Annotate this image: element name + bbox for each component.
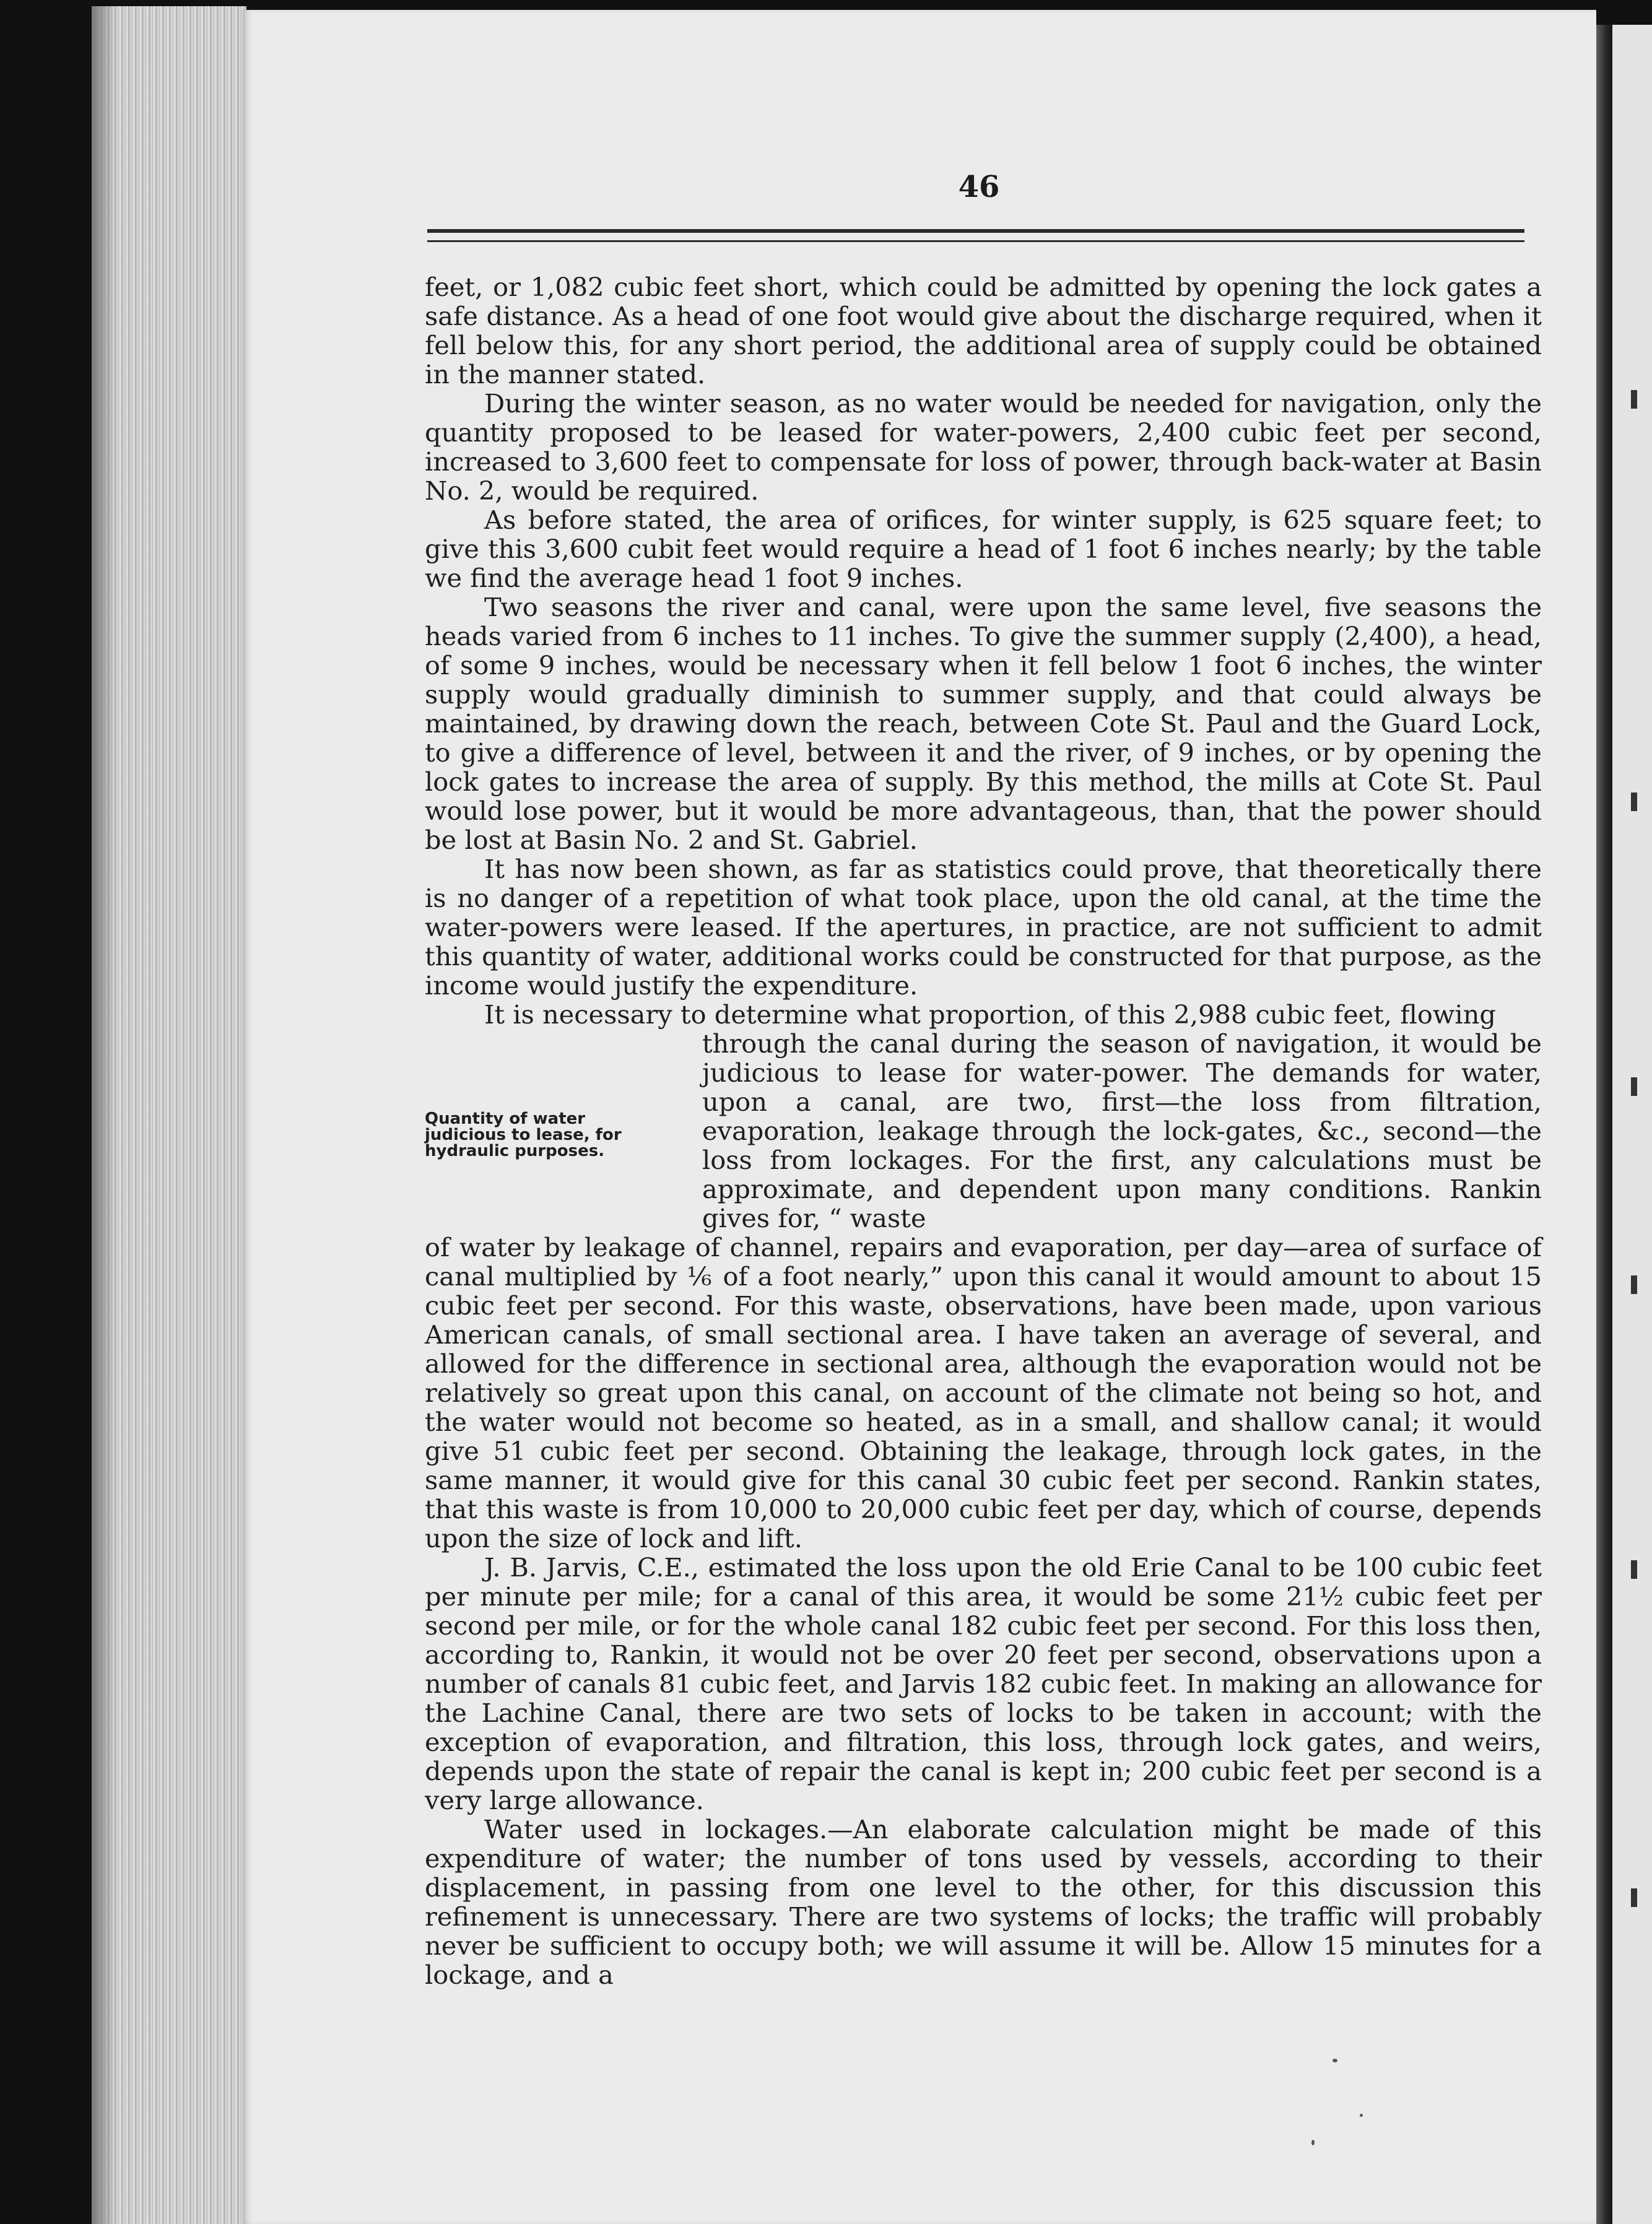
paragraph: Two seasons the river and canal, were upon the same level, five seasons the heads varied from 6 inches to 11 inches. To give the summer supply (2,400), a head, of some 9 inches, would be necessary when it fell below 1 foot 6 inches, the winter supply would gradually diminish to summer supply, and that could always be maintained, by drawing down the reach, between Cote St. Paul and the Guard Lock, to give a difference of level, between it and the river, of 9 inches, or by opening the lock gates to increase the area of supply. By this method, the mills at Cote St. Paul would lose power, but it would be more advantageous, than, that the power should be lost at Basin No. 2 and St. Gabriel. xyxy=(425,592,1542,855)
facing-page-ink-mark xyxy=(1631,1077,1637,1096)
paragraph: It is necessary to determine what proportion, of this 2,988 cubic feet, flowing xyxy=(484,999,1497,1030)
paper-speck xyxy=(1332,2059,1337,2062)
paper-speck xyxy=(1311,2140,1315,2145)
facing-page-ink-mark xyxy=(1631,1888,1637,1907)
paragraph: J. B. Jarvis, C.E., estimated the loss upon the old Erie Canal to be 100 cubic feet per minute per mile; for a canal of this area, it would be some 21½ cubic feet per second per mile, or for the whole canal 182 cubic feet per second. For this loss then, according to, Rankin, it would not be over 20 feet per second, observations upon a number of canals 81 cubic feet, and Jarvis 182 cubic feet. In making an allowance for the Lachine Canal, there are two sets of locks to be taken in account; with the exception of evaporation, and filtration, this loss, through lock gates, and weirs, depends upon the state of repair the canal is kept in; 200 cubic feet per second is a very large allowance. xyxy=(425,1552,1542,1815)
facing-page-edge xyxy=(1612,25,1652,2224)
facing-page-ink-mark xyxy=(1631,793,1637,811)
paragraph: of water by leakage of channel, repairs and evaporation, per day—area of surface of canal multiplied by ⅙ of a foot nearly,” upon this canal it would amount to about 15 cubic feet per second. For this waste, observations, have been made, upon various American canals, of small sectional area. I have taken an average of several, and allowed for the difference in sectional area, although the evaporation would not be relatively so great upon this canal, on account of the climate not being so hot, and the water would not become so heated, as in a small, and shallow canal; it would give 51 cubic feet per second. Obtaining the leakage, through lock gates, in the same manner, it would give for this canal 30 cubic feet per second. Rankin states, that this waste is from 10,000 to 20,000 cubic feet per day, which of course, depends upon the size of lock and lift. xyxy=(425,1232,1542,1553)
paragraph: It has now been shown, as far as statistics could prove, that theoretically there is no danger of a repetition of what took place, upon the old canal, at the time the water-powers were leased. If the apertures, in practice, are not sufficient to admit this quantity of water, additional works could be constructed for that purpose, as the income would justify the expenditure. xyxy=(425,854,1542,1001)
body-text xyxy=(425,272,1542,1989)
facing-page-ink-mark xyxy=(1631,390,1637,409)
margin-sidenote: Quantity of water judicious to lease, for hydraulic purposes. xyxy=(425,1110,622,1160)
paper-speck xyxy=(1360,2114,1363,2117)
paragraph: As before stated, the area of orifices, for winter supply, is 625 square feet; to give this 3,600 cubit feet would require a head of 1 foot 6 inches nearly; by the table we find the average head 1 foot 9 inches. xyxy=(425,505,1542,593)
stacked-page-edges xyxy=(92,6,246,2224)
page-number: 46 xyxy=(958,170,1000,204)
facing-page-ink-mark xyxy=(1631,1275,1637,1294)
paragraph-beside-sidenote: through the canal during the season of navigation, it would be judicious to lease for water-power. The demands for water, upon a canal, are two, first—the loss from filtration, evaporation, leakage through the lock-gates, &c., second—the loss from lockages. For the first, any calculations must be approximate, and dependent upon many conditions. Rankin gives for, “ waste xyxy=(702,1028,1542,1233)
paragraph: During the winter season, as no water would be needed for navigation, only the quantity proposed to be leased for water-powers, 2,400 cubic feet per second, increased to 3,600 feet to compensate for loss of power, through back-water at Basin No. 2, would be required. xyxy=(425,388,1542,506)
facing-page-ink-mark xyxy=(1631,1560,1637,1579)
paragraph: Water used in lockages.—An elaborate calculation might be made of this expenditure of water; the number of tons used by vessels, according to their displacement, in passing from one level to the other, for this discussion this refinement is unnecessary. There are two systems of locks; the traffic will probably never be sufficient to occupy both; we will assume it will be. Allow 15 minutes for a lockage, and a xyxy=(425,1814,1542,1990)
book-gutter-shadow xyxy=(1596,25,1612,2224)
paragraph: feet, or 1,082 cubic feet short, which could be admitted by opening the lock gates a safe distance. As a head of one foot would give about the discharge required, when it fell below this, for any short period, the additional area of supply could be obtained in the manner stated. xyxy=(425,272,1542,389)
header-double-rule xyxy=(427,229,1524,242)
